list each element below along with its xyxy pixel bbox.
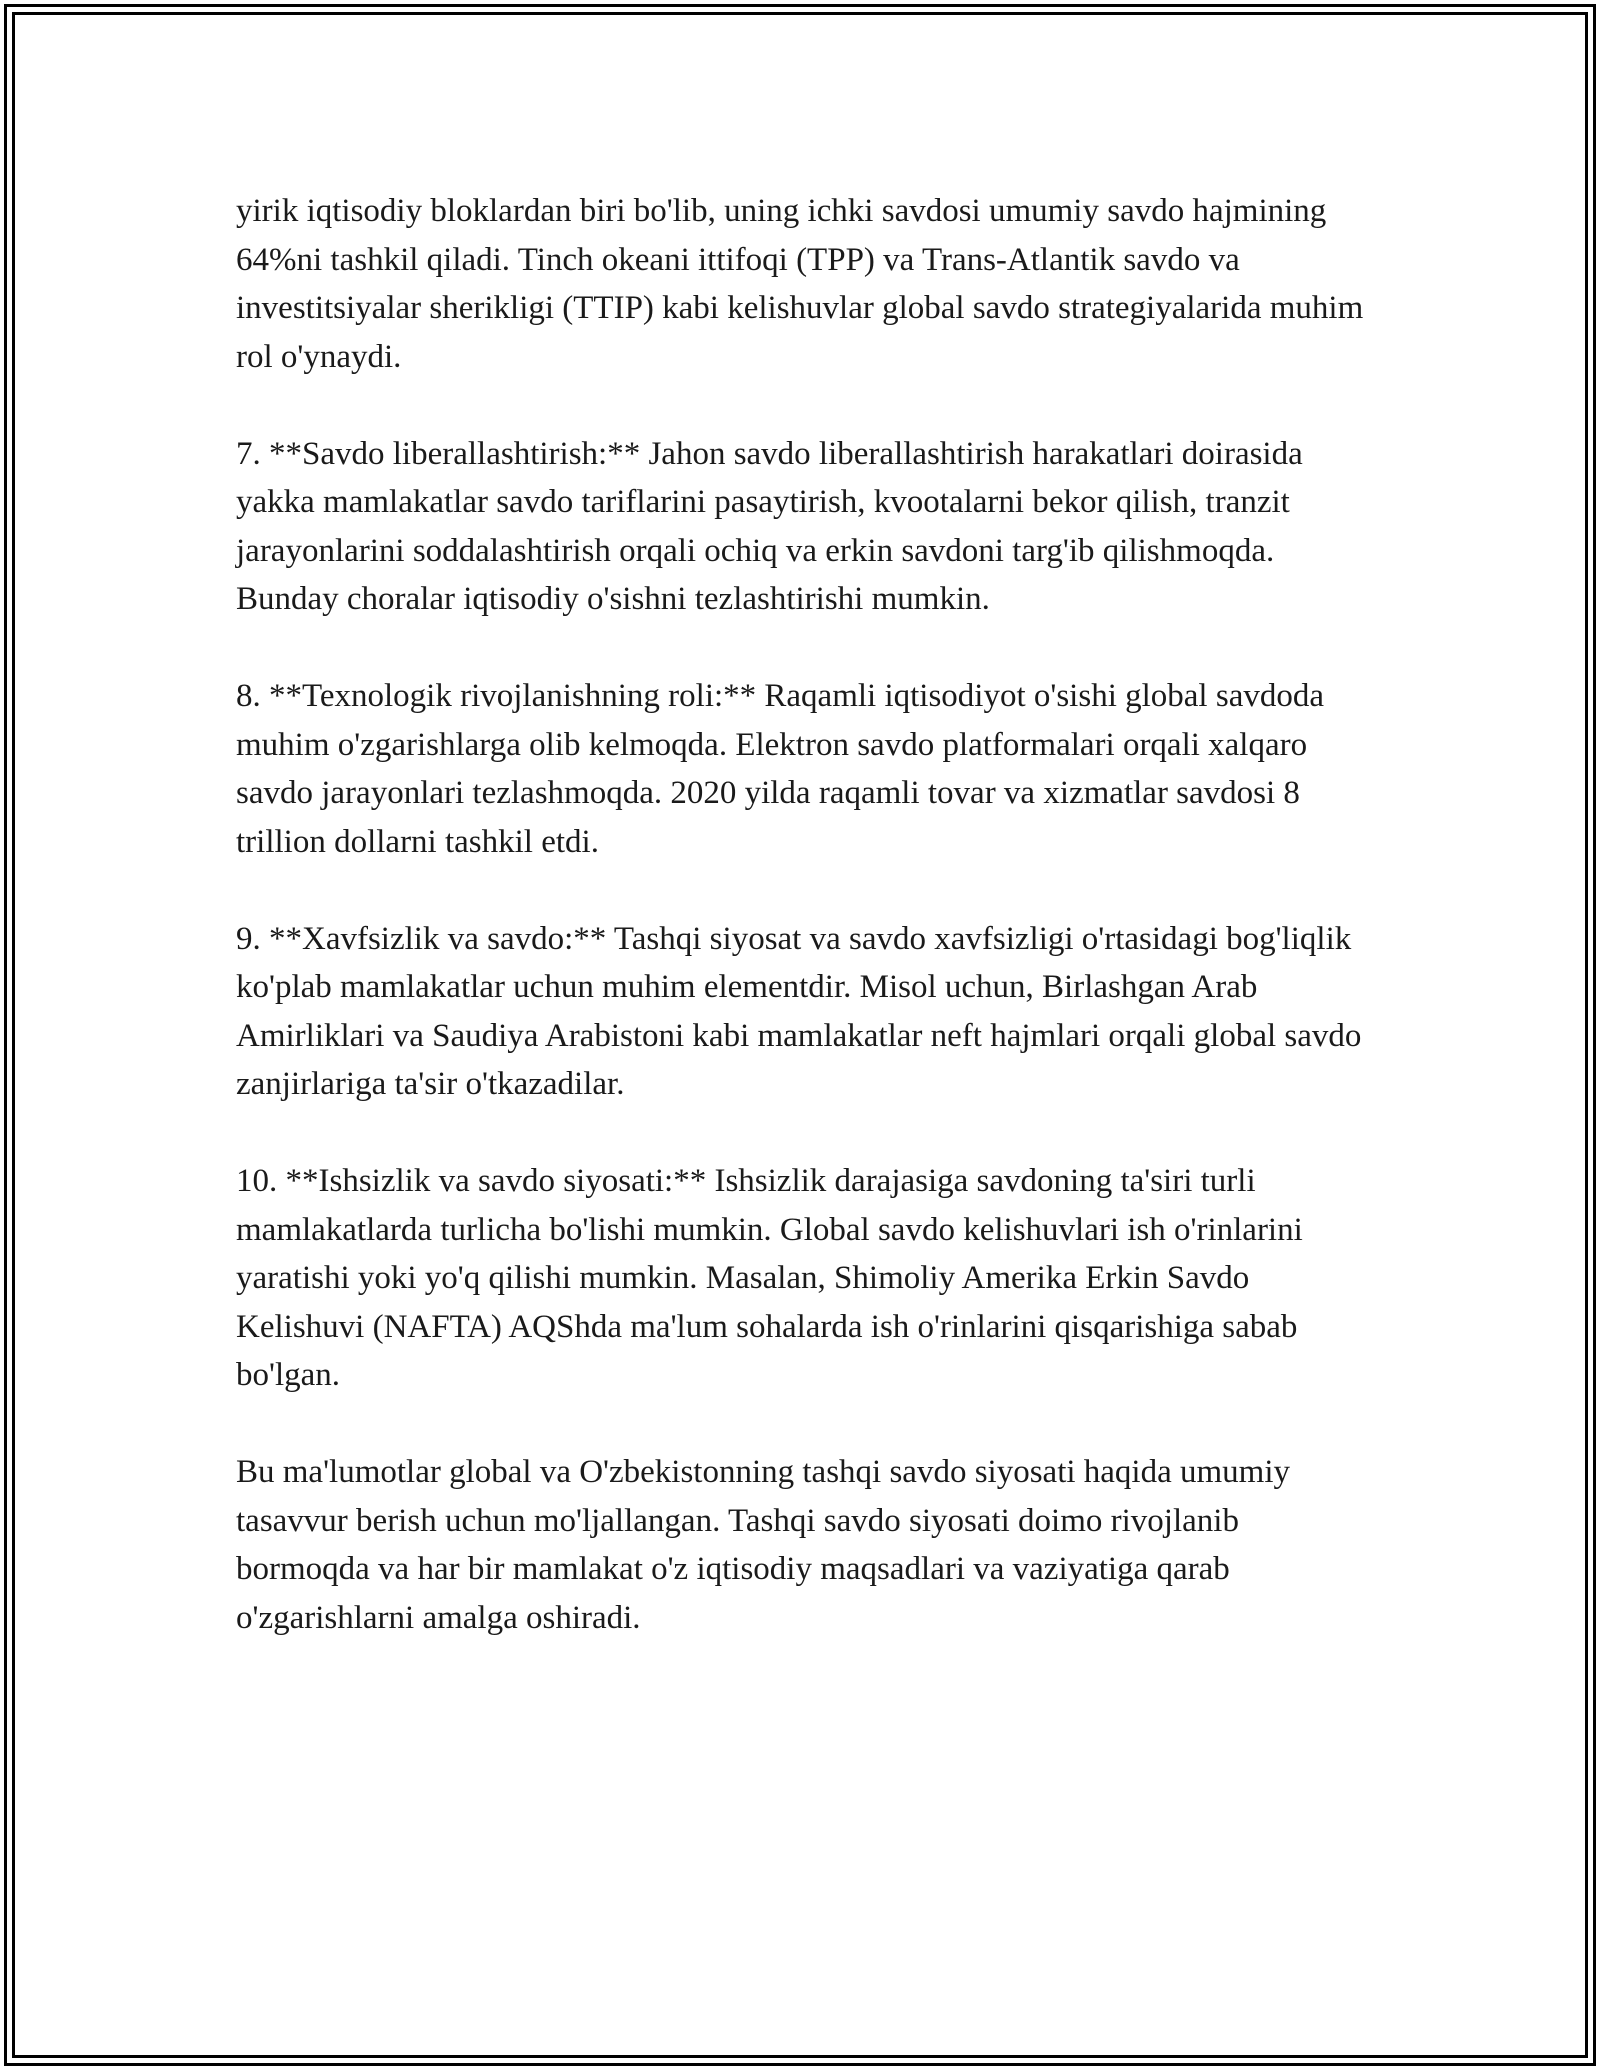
document-body [236, 187, 1366, 1691]
paragraph-item-8: 8. **Texnologik rivojlanishning roli:** Raqamli iqtisodiyot o'sishi global savdoda muhim o'zgarishlarga olib kelmoqda. Elektron savdo platformalari orqali xalqaro savdo jarayonlari tezlashmoqda. 2020 yilda raqamli tovar va xizmatlar savdosi 8 trillion dollarni tashkil etdi. [236, 678, 1324, 860]
paragraph-item-7: 7. **Savdo liberallashtirish:** Jahon savdo liberallashtirish harakatlari doirasida yakka mamlakatlar savdo tariflarini pasaytirish, kvootalarni bekor qilish, tranzit jarayonlarini soddalashtirish orqali ochiq va erkin savdoni targ'ib qilishmoqda. Bunday choralar iqtisodiy o'sishni tezlashtirishi mumkin. [236, 435, 1303, 617]
paragraph-conclusion: Bu ma'lumotlar global va O'zbekistonning tashqi savdo siyosati haqida umumiy tasavvur berish uchun mo'ljallangan. Tashqi savdo siyosati doimo rivojlanib bormoqda va har bir mamlakat o'z iqtisodiy maqsadlari va vaziyatiga qarab o'zgarishlarni amalga oshiradi. [236, 1454, 1291, 1636]
paragraph-item-9: 9. **Xavfsizlik va savdo:** Tashqi siyosat va savdo xavfsizligi o'rtasidagi bog'liqlik ko'plab mamlakatlar uchun muhim elementdir. Misol uchun, Birlashgan Arab Amirliklari va Saudiya Arabistoni kabi mamlakatlar neft hajmlari orqali global savdo zanjirlariga ta'sir o'tkazadilar. [236, 920, 1362, 1102]
paragraph-continuation: yirik iqtisodiy bloklardan biri bo'lib, uning ichki savdosi umumiy savdo hajmining 64%ni tashkil qiladi. Tinch okeani ittifoqi (TPP) va Trans-Atlantik savdo va investitsiyalar sherikligi (TTIP) kabi kelishuvlar global savdo strategiyalarida muhim rol o'ynaydi. [236, 193, 1364, 375]
paragraph-item-10: 10. **Ishsizlik va savdo siyosati:** Ishsizlik darajasiga savdoning ta'siri turli mamlakatlarda turlicha bo'lishi mumkin. Global savdo kelishuvlari ish o'rinlarini yaratishi yoki yo'q qilishi mumkin. Masalan, Shimoliy Amerika Erkin Savdo Kelishuvi (NAFTA) AQShda ma'lum sohalarda ish o'rinlarini qisqarishiga sabab bo'lgan. [236, 1163, 1303, 1393]
